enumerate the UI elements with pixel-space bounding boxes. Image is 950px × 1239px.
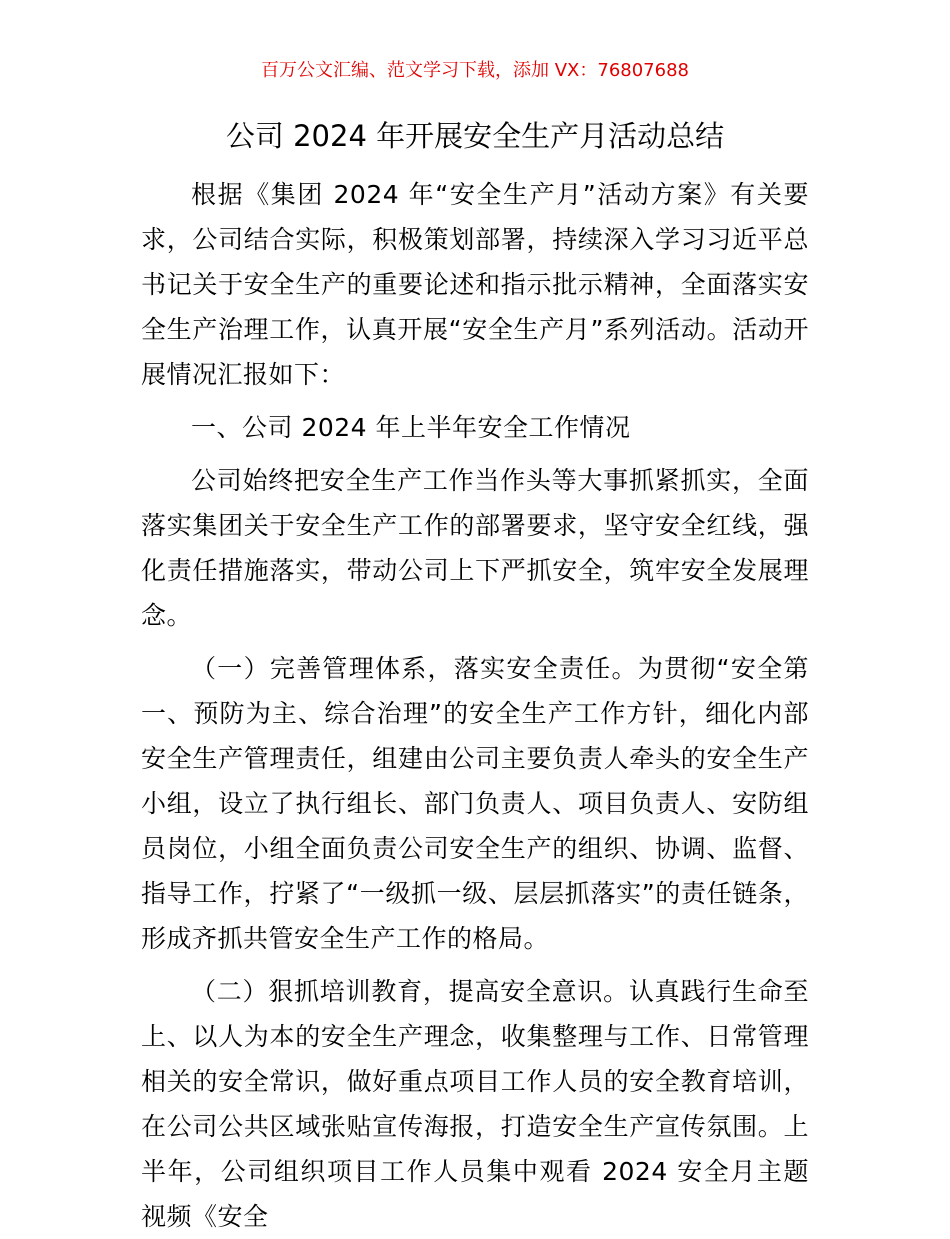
document-body [141,172,809,1239]
document-title: 公司 2024 年开展安全生产月活动总结 [225,119,725,153]
paragraph-subsection-1: （一）完善管理体系，落实安全责任。为贯彻“安全第一、预防为主、综合治理”的安全生产工作方针，细化内部安全生产管理责任，组建由公司主要负责人牵头的安全生产小组，设立了执行组长、部门负责人、项目负责人、安防组员岗位，小组全面负责公司安全生产的组织、协调、监督、指导工作，拧紧了“一级抓一级、层层抓落实”的责任链条，形成齐抓共管安全生产工作的格局。 [141,654,809,953]
paragraph-intro: 根据《集团 2024 年“安全生产月”活动方案》有关要求，公司结合实际，积极策划部署，持续深入学习习近平总书记关于安全生产的重要论述和指示批示精神，全面落实安全生产治理工作，认真开展“安全生产月”系列活动。活动开展情况汇报如下： [141,180,809,389]
paragraph-section-1-summary: 公司始终把安全生产工作当作头等大事抓紧抓实，全面落实集团关于安全生产工作的部署要求，坚守安全红线，强化责任措施落实，带动公司上下严抓安全，筑牢安全发展理念。 [141,466,809,630]
paragraph-subsection-2: （二）狠抓培训教育，提高安全意识。认真践行生命至上、以人为本的安全生产理念，收集整理与工作、日常管理相关的安全常识，做好重点项目工作人员的安全教育培训，在公司公共区域张贴宣传海报，打造安全生产宣传氛围。上半年，公司组织项目工作人员集中观看 2024 安全月主题视频《安全 [141,977,809,1231]
section-heading-1: 一、公司 2024 年上半年安全工作情况 [191,413,631,442]
header-watermark: 百万公文汇编、范文学习下载，添加 VX：76807688 [261,60,689,81]
